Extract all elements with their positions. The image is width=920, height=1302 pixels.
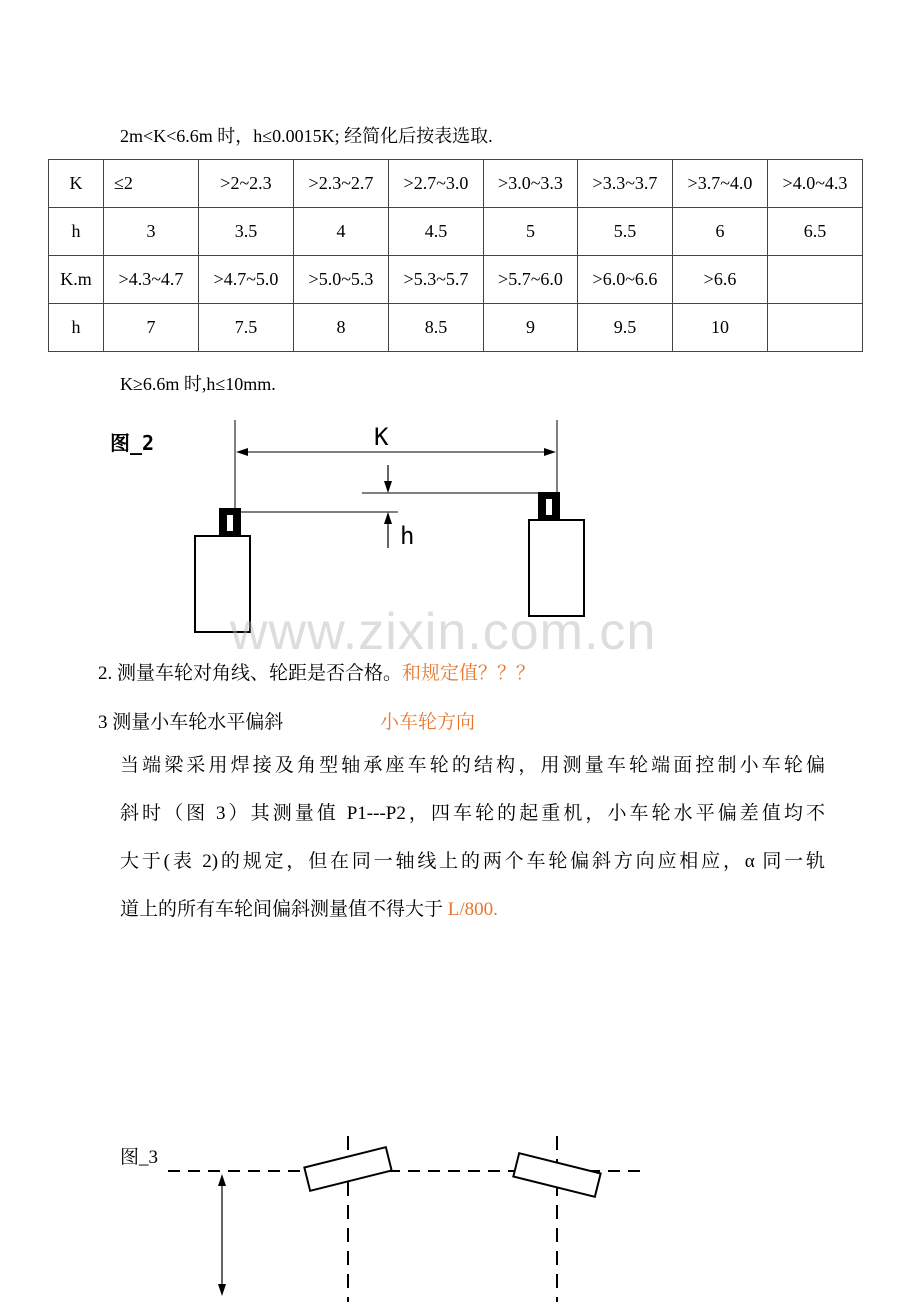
intro-line: 2m<K<6.6m 时，h≤0.0015K; 经简化后按表选取.	[120, 126, 493, 146]
table-cell: >2.3~2.7	[294, 160, 389, 208]
table-cell: 8	[294, 304, 389, 352]
table-cell: 4.5	[389, 208, 484, 256]
table-cell: ≤2	[104, 160, 199, 208]
table-cell: >3.7~4.0	[673, 160, 768, 208]
figure2-k-label: K	[374, 423, 389, 451]
table-cell: 7	[104, 304, 199, 352]
table-cell: 10	[673, 304, 768, 352]
table-cell: >5.3~5.7	[389, 256, 484, 304]
table-cell: 6	[673, 208, 768, 256]
table-cell: 4	[294, 208, 389, 256]
paragraph-line	[120, 886, 825, 934]
table-cell: >4.0~4.3	[768, 160, 863, 208]
body-paragraph	[120, 742, 825, 934]
table-cell: >5.7~6.0	[484, 256, 578, 304]
paragraph-line: 斜时（图 3）其测量值 P1---P2，四车轮的起重机，小车轮水平偏差值均不	[120, 803, 825, 824]
paragraph-line: 当端梁采用焊接及角型轴承座车轮的结构，用测量车轮端面控制小车轮偏	[120, 755, 825, 776]
item3-note: 小车轮方向	[380, 712, 476, 733]
table-cell: K.m	[49, 256, 104, 304]
table-cell: h	[49, 304, 104, 352]
paragraph-last-text: 道上的所有车轮间偏斜测量值不得大于	[120, 899, 448, 920]
table-cell: >2.7~3.0	[389, 160, 484, 208]
item2-line	[98, 658, 535, 685]
figure2-h-label: h	[400, 522, 415, 550]
table-cell: >3.3~3.7	[578, 160, 673, 208]
table-cell: 6.5	[768, 208, 863, 256]
table-cell: 7.5	[199, 304, 294, 352]
table-cell: K	[49, 160, 104, 208]
paragraph-highlight: L/800.	[447, 899, 498, 920]
table-cell: >4.3~4.7	[104, 256, 199, 304]
item3-text: 3 测量小车轮水平偏斜	[98, 712, 284, 733]
table-cell: 9.5	[578, 304, 673, 352]
figure2-label: 图_2	[110, 431, 155, 455]
watermark: www.zixin.com.cn	[230, 603, 657, 661]
item3-line	[98, 707, 283, 734]
item2-text: 2. 测量车轮对角线、轮距是否合格。	[98, 663, 403, 684]
figure2-diagram	[0, 0, 920, 650]
item2-note: 和规定值？？？	[402, 663, 536, 684]
table-cell: >6.0~6.6	[578, 256, 673, 304]
table-cell: 9	[484, 304, 578, 352]
table-cell: 3.5	[199, 208, 294, 256]
table-cell: 5	[484, 208, 578, 256]
table-cell: 3	[104, 208, 199, 256]
table-cell: 8.5	[389, 304, 484, 352]
figure3-label: 图_3	[120, 1147, 159, 1168]
paragraph-line: 大于(表 2)的规定，但在同一轴线上的两个车轮偏斜方向应相应，α 同一轨	[120, 851, 825, 872]
table-cell: >6.6	[673, 256, 768, 304]
table-cell: h	[49, 208, 104, 256]
table-cell: >2~2.3	[199, 160, 294, 208]
table-cell: 5.5	[578, 208, 673, 256]
figure3-diagram	[0, 1120, 920, 1302]
table-cell: >3.0~3.3	[484, 160, 578, 208]
table-cell: >5.0~5.3	[294, 256, 389, 304]
after-table-line: K≥6.6m 时,h≤10mm.	[120, 374, 276, 394]
table-cell: >4.7~5.0	[199, 256, 294, 304]
